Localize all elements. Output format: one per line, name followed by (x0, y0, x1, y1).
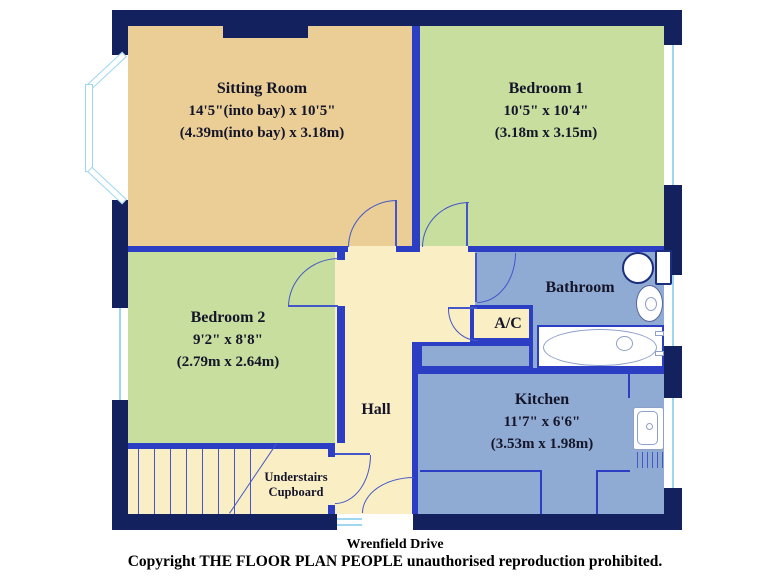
stair-tread (138, 449, 139, 514)
front-door-sidelight-line1 (337, 518, 362, 520)
understairs-name-line2: Cupboard (268, 485, 324, 499)
basin-drain (645, 297, 657, 311)
wall-left-bottom (112, 400, 128, 514)
bedroom1-name: Bedroom 1 (508, 80, 584, 97)
kitchen-counter-left (420, 470, 542, 514)
understairs-name-line1: Understairs (264, 470, 328, 484)
kitchen-drainer-line (647, 452, 648, 468)
wall-sitting-south (128, 246, 348, 252)
wall-bottom-left (112, 514, 337, 530)
bathroom-window-glass (672, 275, 674, 346)
bay-window-bottom (87, 167, 127, 205)
address-caption: Wrenfield Drive (346, 537, 444, 552)
wall-bedroom1-bathroom (468, 246, 664, 252)
bedroom2-dims-ft: 9'2" x 8'8" (192, 332, 263, 348)
bath-drain (616, 336, 633, 351)
sitting-room-name: Sitting Room (216, 80, 308, 97)
bathroom-door-leaf (475, 253, 477, 302)
sitting-room-dims-m: (4.39m(into bay) x 3.18m) (179, 125, 345, 141)
stair-tread (186, 449, 187, 514)
wall-left-mid (112, 200, 128, 308)
stair-tread (218, 449, 219, 514)
bedroom1-dims-m: (3.18m x 3.15m) (494, 125, 598, 141)
wall-top (112, 10, 682, 26)
bathroom-name: Bathroom (545, 279, 615, 296)
copyright-caption: Copyright THE FLOOR PLAN PEOPLE unauthorised reproduction prohibited. (127, 553, 663, 570)
bath-tap-bottom (655, 351, 664, 356)
ac-label (494, 314, 522, 334)
hall-name: Hall (361, 401, 391, 418)
wall-right-mid2 (664, 346, 682, 398)
front-door-sidelight (337, 514, 362, 530)
kitchen-dims-m: (3.53m x 1.98m) (490, 436, 594, 452)
wall-bottom-right (413, 514, 682, 530)
bedroom1-door-leaf (466, 202, 468, 246)
stair-tread (170, 449, 171, 514)
sitting-room-dims-ft: 14'5"(into bay) x 10'5" (188, 103, 336, 119)
front-door-sidelight-line2 (337, 524, 362, 526)
wall-bedroom2-east (337, 306, 345, 443)
kitchen-drainer-line (652, 452, 653, 468)
kitchen-partition-line (628, 374, 630, 398)
kitchen-drainer-line (642, 452, 643, 468)
kitchen-dims-ft: 11'7" x 6'6" (503, 414, 581, 430)
footer (22, 537, 768, 570)
kitchen-counter-right (596, 470, 630, 514)
wall-bedroom2-south (128, 443, 335, 449)
bedroom1-label (495, 78, 597, 144)
bedroom2-dims-m: (2.79m x 2.64m) (176, 354, 280, 370)
bedroom2-label (177, 307, 279, 373)
kitchen-name: Kitchen (514, 391, 570, 408)
bath-tub (543, 329, 657, 366)
bedroom1-window-glass (672, 45, 674, 185)
kitchen-drainer-line (662, 452, 663, 468)
stair-tread (202, 449, 203, 514)
kitchen-drainer-line (657, 452, 658, 468)
understairs-label (264, 470, 327, 500)
ac-name: A/C (494, 315, 522, 332)
bath-tap-top (655, 331, 664, 336)
toilet-bowl (622, 252, 654, 284)
chimney-breast (223, 26, 308, 38)
bay-window-top (87, 52, 127, 90)
bathroom-label (545, 277, 614, 299)
front-door-opening (362, 514, 413, 530)
sitting-room-label (180, 78, 345, 144)
stair-tread (154, 449, 155, 514)
kitchen-sink-drain (646, 423, 653, 430)
wall-cupboard-stub-top (328, 449, 335, 457)
ac-door-leaf (448, 307, 477, 309)
toilet-cistern (655, 250, 672, 285)
bedroom1-dims-ft: 10'5" x 10'4" (503, 103, 589, 119)
kitchen-window-glass (672, 398, 674, 488)
wall-left-top (112, 10, 128, 55)
wall-cupboard-stub-bottom (328, 505, 335, 514)
bedroom2-door-leaf (288, 305, 338, 307)
wall-hall-north (396, 246, 420, 252)
kitchen-drainer-line (637, 452, 638, 468)
bay-window-middle (85, 84, 93, 172)
sitting-room-door-leaf (395, 200, 397, 246)
builtin-unit-box (418, 342, 533, 370)
wall-right-top (664, 10, 682, 45)
wall-sitting-bedroom1 (412, 26, 420, 252)
kitchen-label (491, 389, 593, 455)
understairs-door-leaf (335, 453, 370, 455)
wall-right-bottom (664, 488, 682, 530)
bedroom2-name: Bedroom 2 (190, 309, 266, 326)
bedroom2-window-glass (119, 308, 121, 400)
hall-label (361, 399, 390, 421)
